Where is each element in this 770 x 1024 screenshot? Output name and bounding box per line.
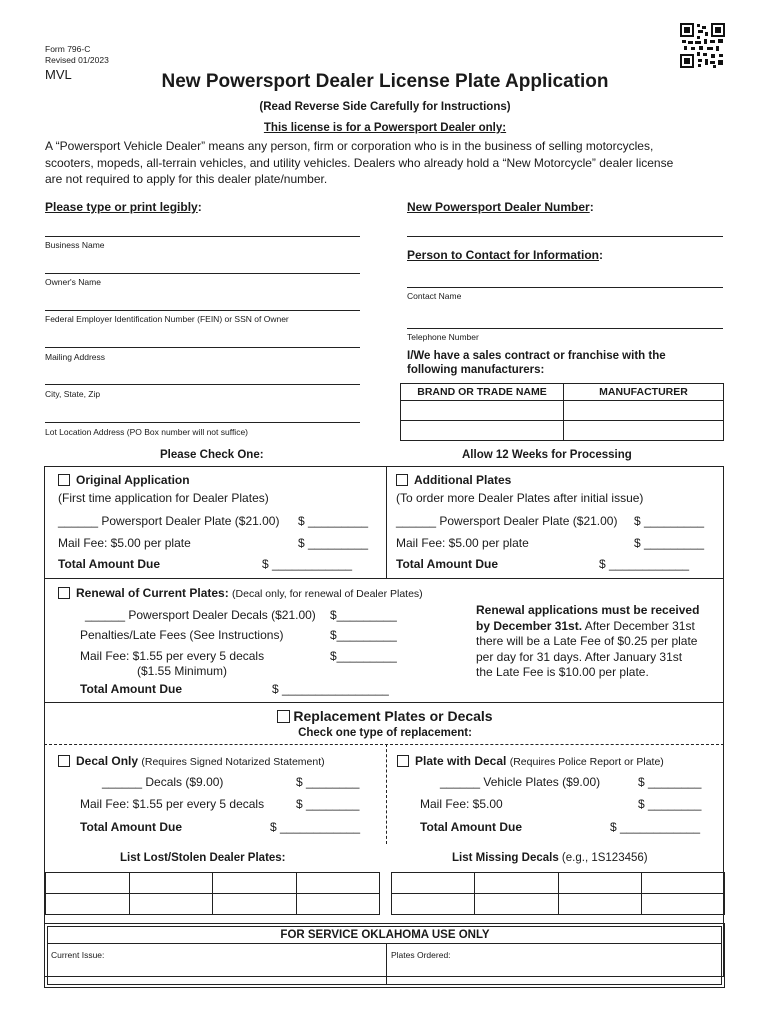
brand-cell[interactable] xyxy=(401,401,564,421)
dealer-number-field[interactable] xyxy=(407,236,723,237)
renewal-note-line-1: Renewal applications must be received xyxy=(476,603,700,617)
missing-decals-example: (e.g., 1S123456) xyxy=(558,852,648,864)
lost-plate-cell[interactable] xyxy=(46,873,130,894)
vehicle-plates-line[interactable]: ______ Vehicle Plates ($9.00) xyxy=(440,775,601,789)
additional-plates-desc: (To order more Dealer Plates after initial issue) xyxy=(396,491,644,505)
original-application-option[interactable] xyxy=(58,473,190,487)
intro-line-2: scooters, mopeds, all-terrain vehicles, and utility vehicles. Dealers who already hold a “New Motorcycle” dealer license xyxy=(45,155,674,170)
replacement-vertical-divider xyxy=(386,744,387,844)
missing-decals-title: List Missing Decals xyxy=(452,852,559,864)
decal-only-title: Decal Only xyxy=(76,754,139,768)
check-one-label: Please Check One: xyxy=(160,449,264,461)
original-mail-amount[interactable]: $ _________ xyxy=(298,536,369,550)
missing-decals-heading xyxy=(452,852,648,864)
original-application-desc: (First time application for Dealer Plates) xyxy=(58,491,269,505)
lost-plate-cell[interactable] xyxy=(296,894,380,915)
renewal-decals-line[interactable]: ______ Powersport Dealer Decals ($21.00) xyxy=(85,608,316,622)
original-application-checkbox[interactable] xyxy=(58,474,70,486)
lost-plate-cell[interactable] xyxy=(213,873,297,894)
telephone-label: Telephone Number xyxy=(407,332,479,342)
decal-amount[interactable]: $ ________ xyxy=(296,775,360,789)
original-total-label: Total Amount Due xyxy=(58,557,160,571)
renewal-option[interactable] xyxy=(58,586,423,600)
renewal-mail-fee-minimum: ($1.55 Minimum) xyxy=(137,664,228,678)
additional-plates-checkbox[interactable] xyxy=(396,474,408,486)
decal-count-line[interactable]: ______ Decals ($9.00) xyxy=(102,775,224,789)
lost-plate-cell[interactable] xyxy=(129,873,213,894)
renewal-mail-amount[interactable]: $_________ xyxy=(330,649,397,663)
intro-line-3: are not required to apply for this dealer plate/number. xyxy=(45,172,328,186)
decal-total-amount[interactable]: $ ____________ xyxy=(270,820,361,834)
business-name-field[interactable] xyxy=(45,236,360,237)
contact-name-label: Contact Name xyxy=(407,291,462,301)
renewal-mail-fee: Mail Fee: $1.55 per every 5 decals xyxy=(80,649,265,663)
lost-plates-table xyxy=(45,872,380,915)
renewal-note-after: After December 31st xyxy=(582,618,695,633)
plate-mail-amount[interactable]: $ ________ xyxy=(638,797,702,811)
lot-location-label: Lot Location Address (PO Box number will not suffice) xyxy=(45,427,248,437)
page-title: New Powersport Dealer License Plate Application xyxy=(161,71,609,92)
brand-cell[interactable] xyxy=(401,421,564,441)
plate-with-decal-title: Plate with Decal xyxy=(415,754,507,768)
print-legibly-colon: : xyxy=(197,200,202,214)
renewal-title: Renewal of Current Plates: xyxy=(76,586,229,600)
additional-plates-title: Additional Plates xyxy=(414,473,512,487)
lost-plate-cell[interactable] xyxy=(213,894,297,915)
renewal-decals-amount[interactable]: $_________ xyxy=(330,608,397,622)
lost-plate-cell[interactable] xyxy=(296,873,380,894)
lot-location-field[interactable] xyxy=(45,422,360,423)
options-divider xyxy=(386,466,387,579)
mailing-address-field[interactable] xyxy=(45,347,360,348)
renewal-note-line-2 xyxy=(476,619,721,635)
original-total-amount[interactable]: $ ____________ xyxy=(262,557,353,571)
renewal-penalties: Penalties/Late Fees (See Instructions) xyxy=(80,628,284,642)
missing-decals-table xyxy=(391,872,725,915)
original-mail-fee: Mail Fee: $5.00 per plate xyxy=(58,536,191,550)
original-application-title: Original Application xyxy=(76,473,190,487)
original-plate-amount[interactable]: $ _________ xyxy=(298,514,369,528)
fein-label: Federal Employer Identification Number (FEIN) or SSN of Owner xyxy=(45,314,289,324)
office-use-heading: FOR SERVICE OKLAHOMA USE ONLY xyxy=(280,929,490,941)
replacement-checkbox[interactable] xyxy=(277,710,290,723)
missing-decal-cell[interactable] xyxy=(475,894,558,915)
plates-ordered-label: Plates Ordered: xyxy=(391,950,451,960)
additional-plate-line[interactable]: ______ Powersport Dealer Plate ($21.00) xyxy=(396,514,618,528)
manufacturer-table xyxy=(400,383,724,441)
replacement-subtitle: Check one type of replacement: xyxy=(298,727,472,739)
current-issue-label: Current Issue: xyxy=(51,950,105,960)
franchise-statement xyxy=(407,349,666,377)
manufacturer-column-header: MANUFACTURER xyxy=(564,384,724,401)
dealer-number-colon: : xyxy=(589,200,594,214)
print-legibly-text: Please type or print legibly xyxy=(45,200,198,214)
city-state-zip-field[interactable] xyxy=(45,384,360,385)
plate-with-decal-option[interactable] xyxy=(397,754,664,768)
fein-field[interactable] xyxy=(45,310,360,311)
renewal-total-amount[interactable]: $ ________________ xyxy=(272,682,389,696)
renewal-total-label: Total Amount Due xyxy=(80,682,182,696)
office-header-divider xyxy=(47,943,722,944)
lost-stolen-heading: List Lost/Stolen Dealer Plates: xyxy=(120,852,286,864)
plate-with-decal-note: (Requires Police Report or Plate) xyxy=(509,756,664,768)
agency-code: MVL xyxy=(45,67,72,82)
decal-only-note: (Requires Signed Notarized Statement) xyxy=(141,756,325,768)
replacement-title: Replacement Plates or Decals xyxy=(293,708,493,724)
replacement-option[interactable] xyxy=(0,708,770,724)
mailing-address-label: Mailing Address xyxy=(45,352,106,362)
additional-mail-fee: Mail Fee: $5.00 per plate xyxy=(396,536,529,550)
intro-line-1: A “Powersport Vehicle Dealer” means any person, firm or corporation who is in the business of selling motorcycles, xyxy=(45,139,654,153)
plate-with-decal-checkbox[interactable] xyxy=(397,755,409,767)
renewal-note-line-4: per day for 31 days. After January 31st xyxy=(476,649,683,664)
decal-mail-amount[interactable]: $ ________ xyxy=(296,797,360,811)
additional-plate-amount[interactable]: $ _________ xyxy=(634,514,705,528)
plate-total-amount[interactable]: $ ____________ xyxy=(610,820,701,834)
office-column-divider xyxy=(386,943,387,985)
decal-total-label: Total Amount Due xyxy=(80,820,182,834)
revised-date: Revised 01/2023 xyxy=(45,55,109,65)
dealer-number-heading xyxy=(407,200,594,214)
city-state-zip-label: City, State, Zip xyxy=(45,389,101,399)
lost-plate-cell[interactable] xyxy=(46,894,130,915)
renewal-top-border xyxy=(44,578,724,579)
renewal-note-deadline: by December 31st. xyxy=(476,618,583,633)
business-name-label: Business Name xyxy=(45,240,105,250)
manufacturer-cell[interactable] xyxy=(564,401,724,421)
qr-code-icon xyxy=(680,23,725,68)
form-number: Form 796-C xyxy=(45,44,91,54)
page-subtitle: (Read Reverse Side Carefully for Instructions) xyxy=(259,101,511,113)
missing-decal-cell[interactable] xyxy=(558,873,641,894)
lost-plate-cell[interactable] xyxy=(129,894,213,915)
original-plate-line[interactable]: ______ Powersport Dealer Plate ($21.00) xyxy=(58,514,280,528)
replacement-top-border xyxy=(44,702,724,703)
contact-heading-text: Person to Contact for Information xyxy=(407,248,599,262)
renewal-title-note: (Decal only, for renewal of Dealer Plates) xyxy=(232,588,423,600)
replacement-dashed-divider xyxy=(44,744,724,745)
missing-decal-cell[interactable] xyxy=(558,894,641,915)
plate-mail-fee: Mail Fee: $5.00 xyxy=(420,797,503,811)
missing-decal-cell[interactable] xyxy=(392,873,475,894)
franchise-line-1: I/We have a sales contract or franchise with the xyxy=(407,350,666,362)
intro-paragraph xyxy=(45,138,735,188)
manufacturer-cell[interactable] xyxy=(564,421,724,441)
additional-total-amount[interactable]: $ ____________ xyxy=(599,557,690,571)
missing-decal-cell[interactable] xyxy=(475,873,558,894)
print-legibly-heading xyxy=(45,200,202,214)
renewal-note-line-3: there will be a Late Fee of $0.25 per plate xyxy=(476,634,698,648)
decal-only-option[interactable] xyxy=(58,754,325,768)
contact-heading-colon: : xyxy=(599,248,603,262)
owner-name-label: Owner's Name xyxy=(45,277,101,287)
renewal-note-line-5: the Late Fee is $10.00 per plate. xyxy=(476,665,649,679)
renewal-penalties-amount[interactable]: $_________ xyxy=(330,628,397,642)
franchise-line-2: following manufacturers: xyxy=(407,364,545,376)
notice-heading: This license is for a Powersport Dealer only: xyxy=(263,122,507,134)
additional-mail-amount[interactable]: $ _________ xyxy=(634,536,705,550)
vehicle-plates-amount[interactable]: $ ________ xyxy=(638,775,702,789)
processing-time: Allow 12 Weeks for Processing xyxy=(462,449,632,461)
missing-decal-cell[interactable] xyxy=(641,894,724,915)
renewal-deadline-note xyxy=(476,603,721,681)
telephone-field[interactable] xyxy=(407,328,723,329)
contact-heading xyxy=(407,248,603,262)
missing-decal-cell[interactable] xyxy=(641,873,724,894)
decal-only-checkbox[interactable] xyxy=(58,755,70,767)
brand-column-header: BRAND OR TRADE NAME xyxy=(401,384,564,401)
additional-plates-option[interactable] xyxy=(396,473,511,487)
plate-total-label: Total Amount Due xyxy=(420,820,522,834)
renewal-checkbox[interactable] xyxy=(58,587,70,599)
dealer-number-text: New Powersport Dealer Number xyxy=(407,200,590,214)
additional-total-label: Total Amount Due xyxy=(396,557,498,571)
owner-name-field[interactable] xyxy=(45,273,360,274)
missing-decal-cell[interactable] xyxy=(392,894,475,915)
contact-name-field[interactable] xyxy=(407,287,723,288)
decal-mail-fee: Mail Fee: $1.55 per every 5 decals xyxy=(80,797,265,811)
